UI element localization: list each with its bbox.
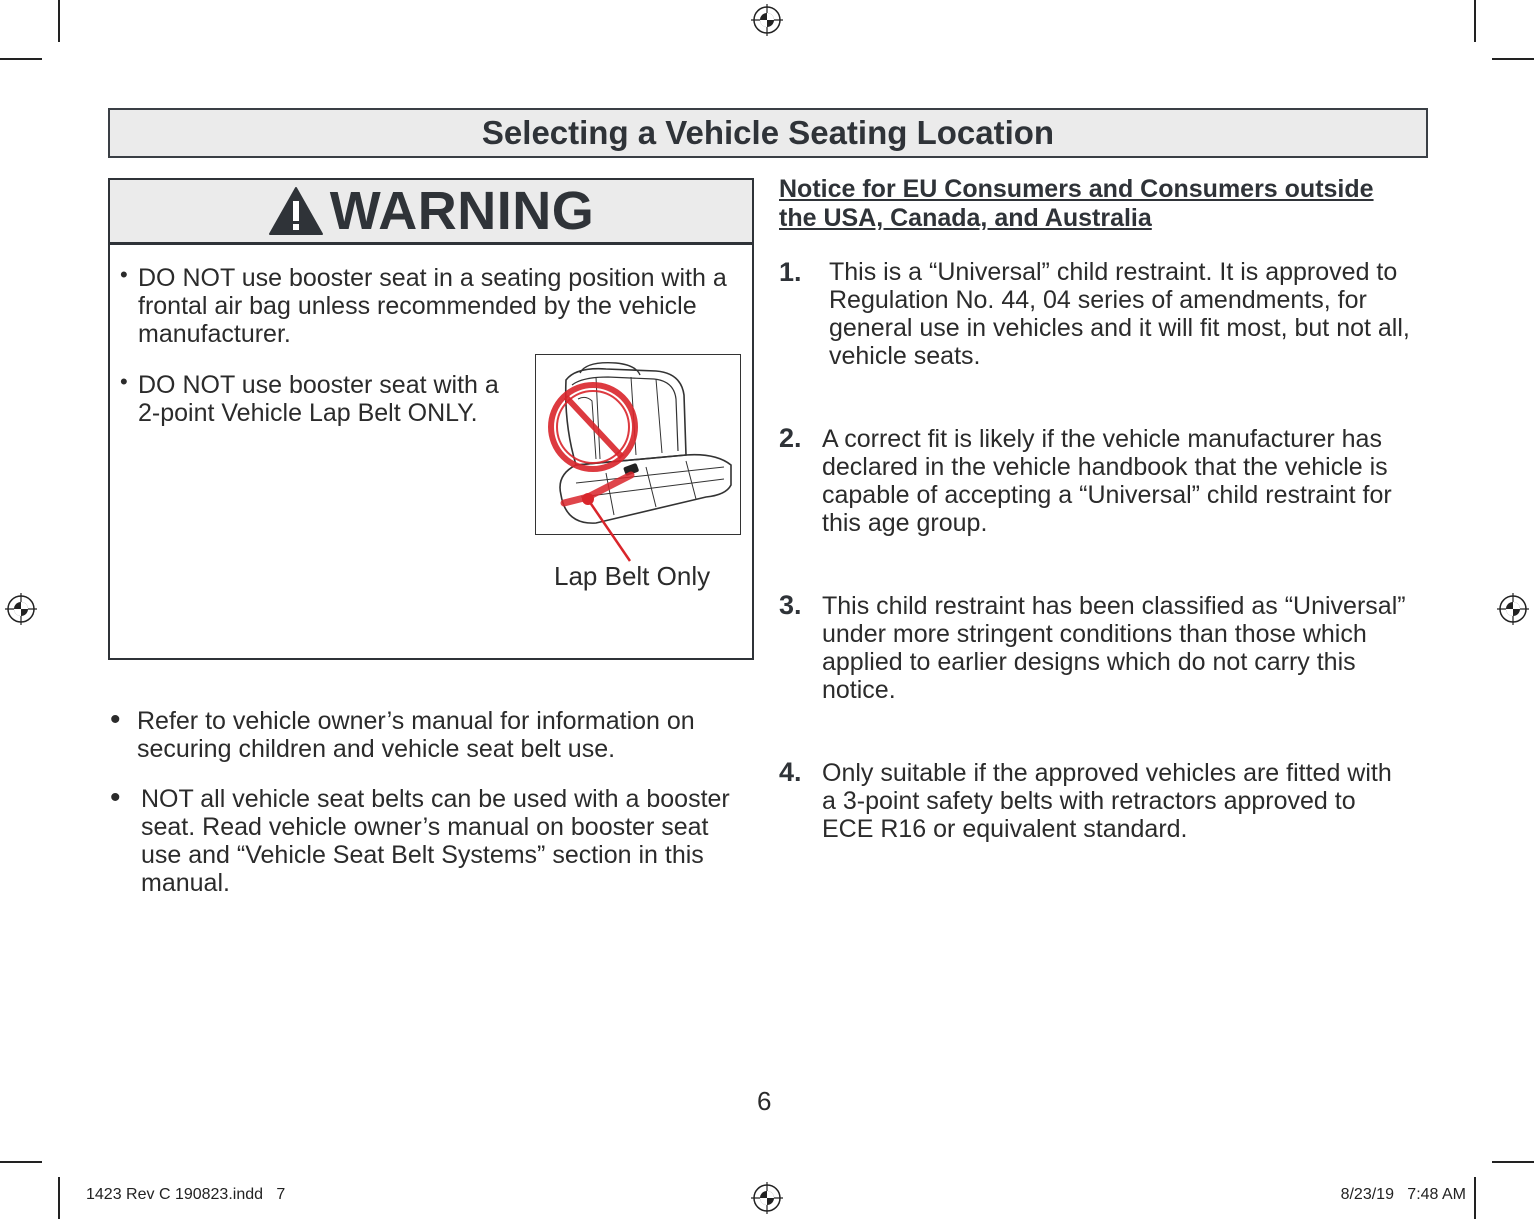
notice-item-number: 3. [779, 590, 802, 620]
registration-mark-icon [4, 592, 38, 626]
notice-item-number: 2. [779, 423, 802, 453]
notice-item-text: A correct fit is likely if the vehicle manufacturer has declared in the vehicle handbook that the vehicle is capable of accepting a “Universal” child restraint for this age group. [822, 425, 1392, 537]
warning-header [110, 180, 752, 245]
notice-item-text: This is a “Universal” child restraint. It is approved to Regulation No. 44, 04 series of amendments, for general use in vehicles and it will fit most, but not all, vehicle seats. [829, 258, 1410, 370]
notice-item-text: This child restraint has been classified as “Universal” under more stringent conditions than those which applied to earlier designs which do not carry this notice. [822, 592, 1406, 704]
info-bullet: NOT all vehicle seat belts can be used with a booster seat. Read vehicle owner’s manual on booster seat use and “Vehicle Seat Belt Systems” section in this manual. [141, 785, 730, 897]
crop-mark [0, 58, 42, 60]
bullet-icon: • [110, 781, 121, 814]
crop-mark [1492, 58, 1534, 60]
crop-mark [1492, 1161, 1534, 1163]
registration-mark-icon [750, 3, 784, 37]
info-bullet: Refer to vehicle owner’s manual for information on securing children and vehicle seat belt use. [137, 707, 695, 763]
warning-item: DO NOT use booster seat in a seating position with a frontal air bag unless recommended by the vehicle manufacturer. [138, 264, 727, 348]
warning-item: DO NOT use booster seat with a 2-point Vehicle Lap Belt ONLY. [138, 371, 499, 427]
illustration-label: Lap Belt Only [554, 561, 711, 591]
crop-mark [1474, 1177, 1476, 1219]
crop-mark [1474, 0, 1476, 42]
page-title-bar [108, 108, 1428, 158]
footer-datetime: 8/23/19 7:48 AM [1340, 1186, 1466, 1203]
crop-mark [58, 1177, 60, 1219]
bullet-icon: • [120, 262, 128, 287]
warning-heading: WARNING [329, 181, 595, 241]
warning-triangle-icon [268, 186, 324, 236]
notice-item-number: 4. [779, 757, 802, 787]
notice-heading: Notice for EU Consumers and Consumers outside the USA, Canada, and Australia [779, 175, 1374, 232]
page-title: Selecting a Vehicle Seating Location [481, 114, 1055, 151]
registration-mark-icon [750, 1181, 784, 1215]
footer-file-slug: 1423 Rev C 190823.indd 7 [86, 1186, 286, 1203]
page-number: 6 [757, 1086, 772, 1116]
crop-mark [58, 0, 60, 42]
crop-mark [0, 1161, 42, 1163]
notice-item-number: 1. [779, 257, 802, 287]
leader-line [580, 495, 640, 565]
bullet-icon: • [110, 703, 121, 736]
notice-item-text: Only suitable if the approved vehicles are fitted with a 3-point safety belts with retractors approved to ECE R16 or equivalent standard. [822, 759, 1392, 843]
registration-mark-icon [1496, 592, 1530, 626]
bullet-icon: • [120, 369, 128, 394]
